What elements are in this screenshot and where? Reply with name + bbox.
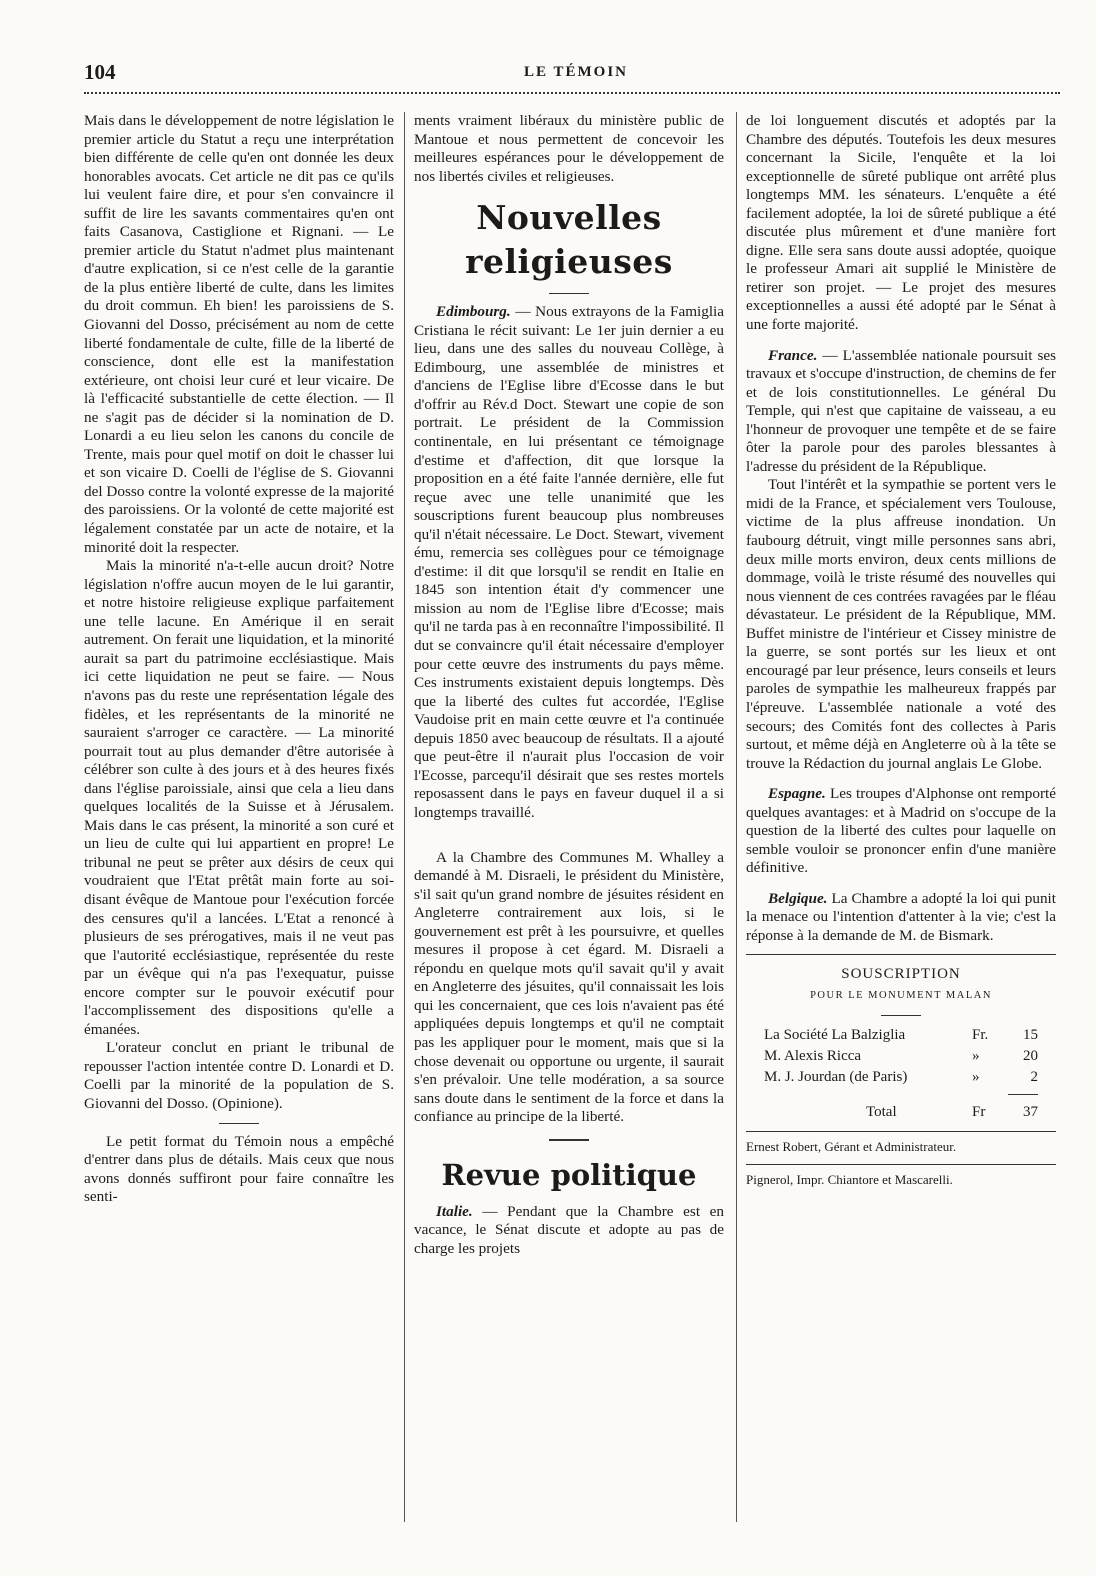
separator (881, 1015, 921, 1016)
printer-line: Pignerol, Impr. Chiantore et Mascarelli. (746, 1172, 953, 1188)
section-title-nouvelles: Nouvelles religieuses (465, 198, 673, 282)
subscription-row (746, 1025, 1056, 1046)
gerant-line: Ernest Robert, Gérant et Administrateur. (746, 1138, 957, 1154)
donor: M. J. Jourdan (de Paris) (764, 1068, 908, 1085)
subscription-subtitle: POUR LE MONUMENT MALAN (810, 990, 992, 1002)
subscription-row (746, 1067, 1056, 1088)
page-header (84, 60, 1056, 86)
column-middle (414, 112, 724, 1552)
paragraph: ments vraiment libéraux du ministère public de Mantoue et nous permettent de concevoir les meilleures espérances pour le développement de nos libertés civiles et religieuses. (414, 112, 724, 185)
page-number: 104 (84, 60, 116, 84)
paragraph: Le petit format du Témoin nous a empêché d'entrer dans plus de détails. Mais ceux que nous avons donnés suffiront pour faire connaître les senti- (84, 1132, 394, 1206)
paragraph: Mais dans le développement de notre législation le premier article du Statut a reçu une interprétation bien différente de celle qu'en ont donnée les deux honorables avocats. Cet article ne dit pas ce qu'ils lui veulent faire dire, et pour s'en convaincre il suffit de lire les savants commentaires qu'en ont faits Casanova, Castiglione et Rignani. — Le premier article du Statut n'admet plus maintenant d'autre explication, si ce n'est celle de la garantie de la plus entière liberté de culte, dans les limites du droit commun. Eh bien! les paroissiens de S. Giovanni del Dosso, précisément au nom de cette liberté fondamentale de culte, fille de la liberté de conscience, dont elle est la manifestation extérieure, ont choisi leur curé et leur vicaire. De là l'efficacité substantielle de cette élection. — Il ne s'agit pas de décider si la nomination de D. Lonardi a eu lieu selon les canons du concile de Trente, mais pour quel motif on doit le chasser lui et son vicaire D. Coelli de l'église de S. Giovanni del Dosso contre la volonté expresse de la majorité des paroissiens. Or la volonté de cette majorité est légalement constatée par un acte de notaire, et la minorité doit la respecter. (84, 112, 394, 556)
separator (746, 1164, 1056, 1165)
news-item-edimbourg (414, 303, 724, 822)
separator (549, 293, 589, 294)
header-rule (84, 92, 1060, 94)
subscription-row (746, 1046, 1056, 1067)
separator (746, 954, 1056, 955)
separator (746, 1131, 1056, 1132)
section-title-revue: Revue politique (441, 1157, 697, 1192)
column-divider (736, 112, 737, 1522)
place-name: Espagne. (768, 785, 826, 803)
column-right (746, 112, 1056, 1552)
subscription-total (746, 1101, 1056, 1123)
separator (549, 1139, 589, 1141)
column-divider (404, 112, 405, 1522)
news-text: — Pendant que la Chambre est en vacance, le Sénat discute et adopte au pas de charge les projets (414, 1202, 724, 1257)
news-item-espagne (746, 785, 1056, 878)
total-label: Total (866, 1103, 897, 1120)
amount: 2 (1030, 1068, 1038, 1085)
news-item-italie (414, 1203, 724, 1259)
journal-title: LE TÉMOIN (524, 64, 628, 80)
currency: » (972, 1068, 980, 1085)
news-item-chambre: A la Chambre des Communes M. Whalley a demandé à M. Disraeli, le président du Ministère, s'il sait qu'un grand nombre de jésuites résident en Angleterre contrairement aux lois, si le gouvernement est prêt à les poursuivre, et quelles mesures il propose à cet égard. M. Disraeli a répondu en quelque mots qu'il savait qu'il y avait en Angleterre des jésuites, qu'il connaissait les lois qui les concernaient, que ces lois n'avaient pas été appliquées depuis longtemps et qu'il ne comptait pas les appliquer pour le moment, mais que si la chose devenait ou opportune ou urgente, il saurait s'en prévaloir. Une telle modération, a sa source sans doute dans le sentiment de la force et dans la confiance au principe de la liberté. (414, 848, 724, 1126)
column-left (84, 112, 394, 1552)
donor: M. Alexis Ricca (764, 1047, 862, 1064)
subscription-title: SOUSCRIPTION (841, 965, 961, 982)
donor: La Société La Balziglia (764, 1026, 906, 1043)
news-item-france-2: Tout l'intérêt et la sympathie se portent vers le midi de la France, et spécialement vers Toulouse, victime de la plus affreuse inondation. Un faubourg détruit, vingt mille personnes sans abri, deux mille morts environ, deux cents millions de dommage, voilà le triste résumé des nouvelles qui nous viennent de ces contrées ravagées par le fléau dévastateur. Le président de la République, MM. Buffet ministre de l'intérieur et Cissey ministre de la guerre, se sont portés sur les lieux et ont encouragé par leur présence, leurs conseils et leurs paroles de sympathie les malheureux frappés par l'épreuve. L'assemblée nationale a voté des secours; des Comités font des collectes à Paris surtout, et même déjà en Angleterre où à la tête se trouve la Rédaction du journal anglais Le Globe. (746, 476, 1056, 772)
place-name: Edimbourg. (436, 303, 511, 321)
amount: 20 (1023, 1047, 1038, 1064)
news-item-belgique (746, 890, 1056, 946)
currency: Fr. (972, 1026, 989, 1043)
amount: 15 (1023, 1026, 1038, 1043)
paragraph: Mais la minorité n'a-t-elle aucun droit? Notre législation n'offre aucun moyen de le lui garantir, et notre histoire religieuse explique parfaitement une telle lacune. En Amérique il en serait autrement. On ferait une liquidation, et la minorité aurait sa part du patrimoine ecclésiastique. Mais ici cette liquidation ne peut se faire. — Nous n'avons pas du reste une représentation légale des fidèles, et les représentants de la minorité ne sauraient s'arroger ce caractère. — La minorité pourrait tout au plus demander d'être autorisée à célébrer son culte à des jours et à des heures fixés dans l'église paroissiale, ainsi que cela a lieu dans quelques localités de la Suisse et à Jérusalem. Mais dans le cas présent, la minorité a son curé et un lieu de culte qui lui appartient en propre! Le tribunal ne peut se prêter aux désirs de ceux qui voudraient que l'Etat prêtât main forte au soi-disant évêque de Mantoue pour l'exécution forcée des censures qu'il a lancées. L'Etat a renoncé à plusieurs de ses prérogatives, mais il ne veut pas que l'autorité ecclésiastique, représentée du reste par un évêque qui n'a pas l'exequatur, puisse encore compter sur le pouvoir exécutif pour l'accomplissement des dispositions qu'elle a émanées. (84, 557, 394, 1038)
separator (1008, 1094, 1038, 1095)
place-name: Italie. (436, 1202, 473, 1220)
news-item-france (746, 347, 1056, 477)
separator (549, 832, 589, 840)
news-text: — Nous extrayons de la Famiglia Cristiana le récit suivant: Le 1er juin dernier a eu lieu, dans une des salles du nouveau Collège, à Edimbourg, une assemblée de ministres et d'anciens de l'Eglise libre d'Ecosse dans le but d'offrir au Rév.d Doct. Stewart une copie de son portrait. Le président de la Commission continentale, en lui présentant ce témoignage d'estime et d'affection, dit que lorsque la proposition en a été faite l'année dernière, elle fut reçue avec une telle unanimité que les souscriptions furent beaucoup plus nombreuses qu'il n'était nécessaire. Le Doct. Stewart, vivement ému, remercia ses collègues pour ce témoignage d'estime: il dit que lorsqu'il se rendit en Italie en 1845 son intention était d'y commencer une mission au nom de l'Eglise libre d'Ecosse; mais qu'il ne tarda pas à en reconnaître l'impossibilité. Il dut se convaincre qu'il était nécessaire d'employer pour cette œuvre des instruments du pays même. Ces instruments existaient depuis longtemps. Dès que la liberté des cultes fut accordée, l'Eglise Vaudoise prit en main cette œuvre et l'a continuée depuis 1850 avec beaucoup de résultats. Il a ajouté que peut-être il n'aurait plus l'occasion de voir l'Ecosse, parcequ'il désirait que ses restes mortels reposassent dans le pays en faveur duquel il a si longtemps travaillé. (414, 303, 724, 821)
total-amount: 37 (1023, 1103, 1038, 1120)
place-name: France. (768, 346, 818, 364)
paragraph: L'orateur conclut en priant le tribunal de repousser l'action intentée contre D. Lonardi et D. Coelli par la minorité de la population de S. Giovanni del Dosso. (Opinione). (84, 1039, 394, 1112)
paragraph: de loi longuement discutés et adoptés par la Chambre des députés. Toutefois les deux mesures concernant la Sicile, l'enquête et la loi exceptionnelle de sûreté publique ont arrêté plus longtemps MM. les sénateurs. L'enquête a été facilement adoptée, la loi de sûreté publique a été discutée plus mûrement et d'une manière fort digne. Elle sera sans doute aussi adoptée, quoique le professeur Amari ait supplié le Ministère de retirer son projet. — Le projet des mesures exceptionnelles a aussi été adopté par le Sénat à une forte majorité. (746, 112, 1056, 334)
place-name: Belgique. (768, 889, 828, 907)
currency: » (972, 1047, 980, 1064)
currency: Fr (972, 1103, 986, 1120)
separator (219, 1123, 259, 1124)
news-text: — L'assemblée nationale poursuit ses travaux et s'occupe d'instruction, de chemins de fer et de lois constitutionnelles. Le général Du Temple, qui n'est que capitaine de vaisseau, a eu l'honneur de provoquer une tempête et de se faire ôter la parole pour des paroles blessantes à l'adresse du président de la République. (746, 346, 1056, 475)
news-text: La Chambre a adopté la loi qui punit la menace ou l'intention d'attenter à la vie; c'est la réponse à la demande de M. de Bismark. (746, 889, 1056, 944)
subscription-box (746, 965, 1056, 1123)
news-text: Les troupes d'Alphonse ont remporté quelques avantages: et à Madrid on s'occupe de la question de la liberté des cultes pour laquelle on semble vouloir se prononcer enfin d'une manière définitive. (746, 785, 1056, 877)
